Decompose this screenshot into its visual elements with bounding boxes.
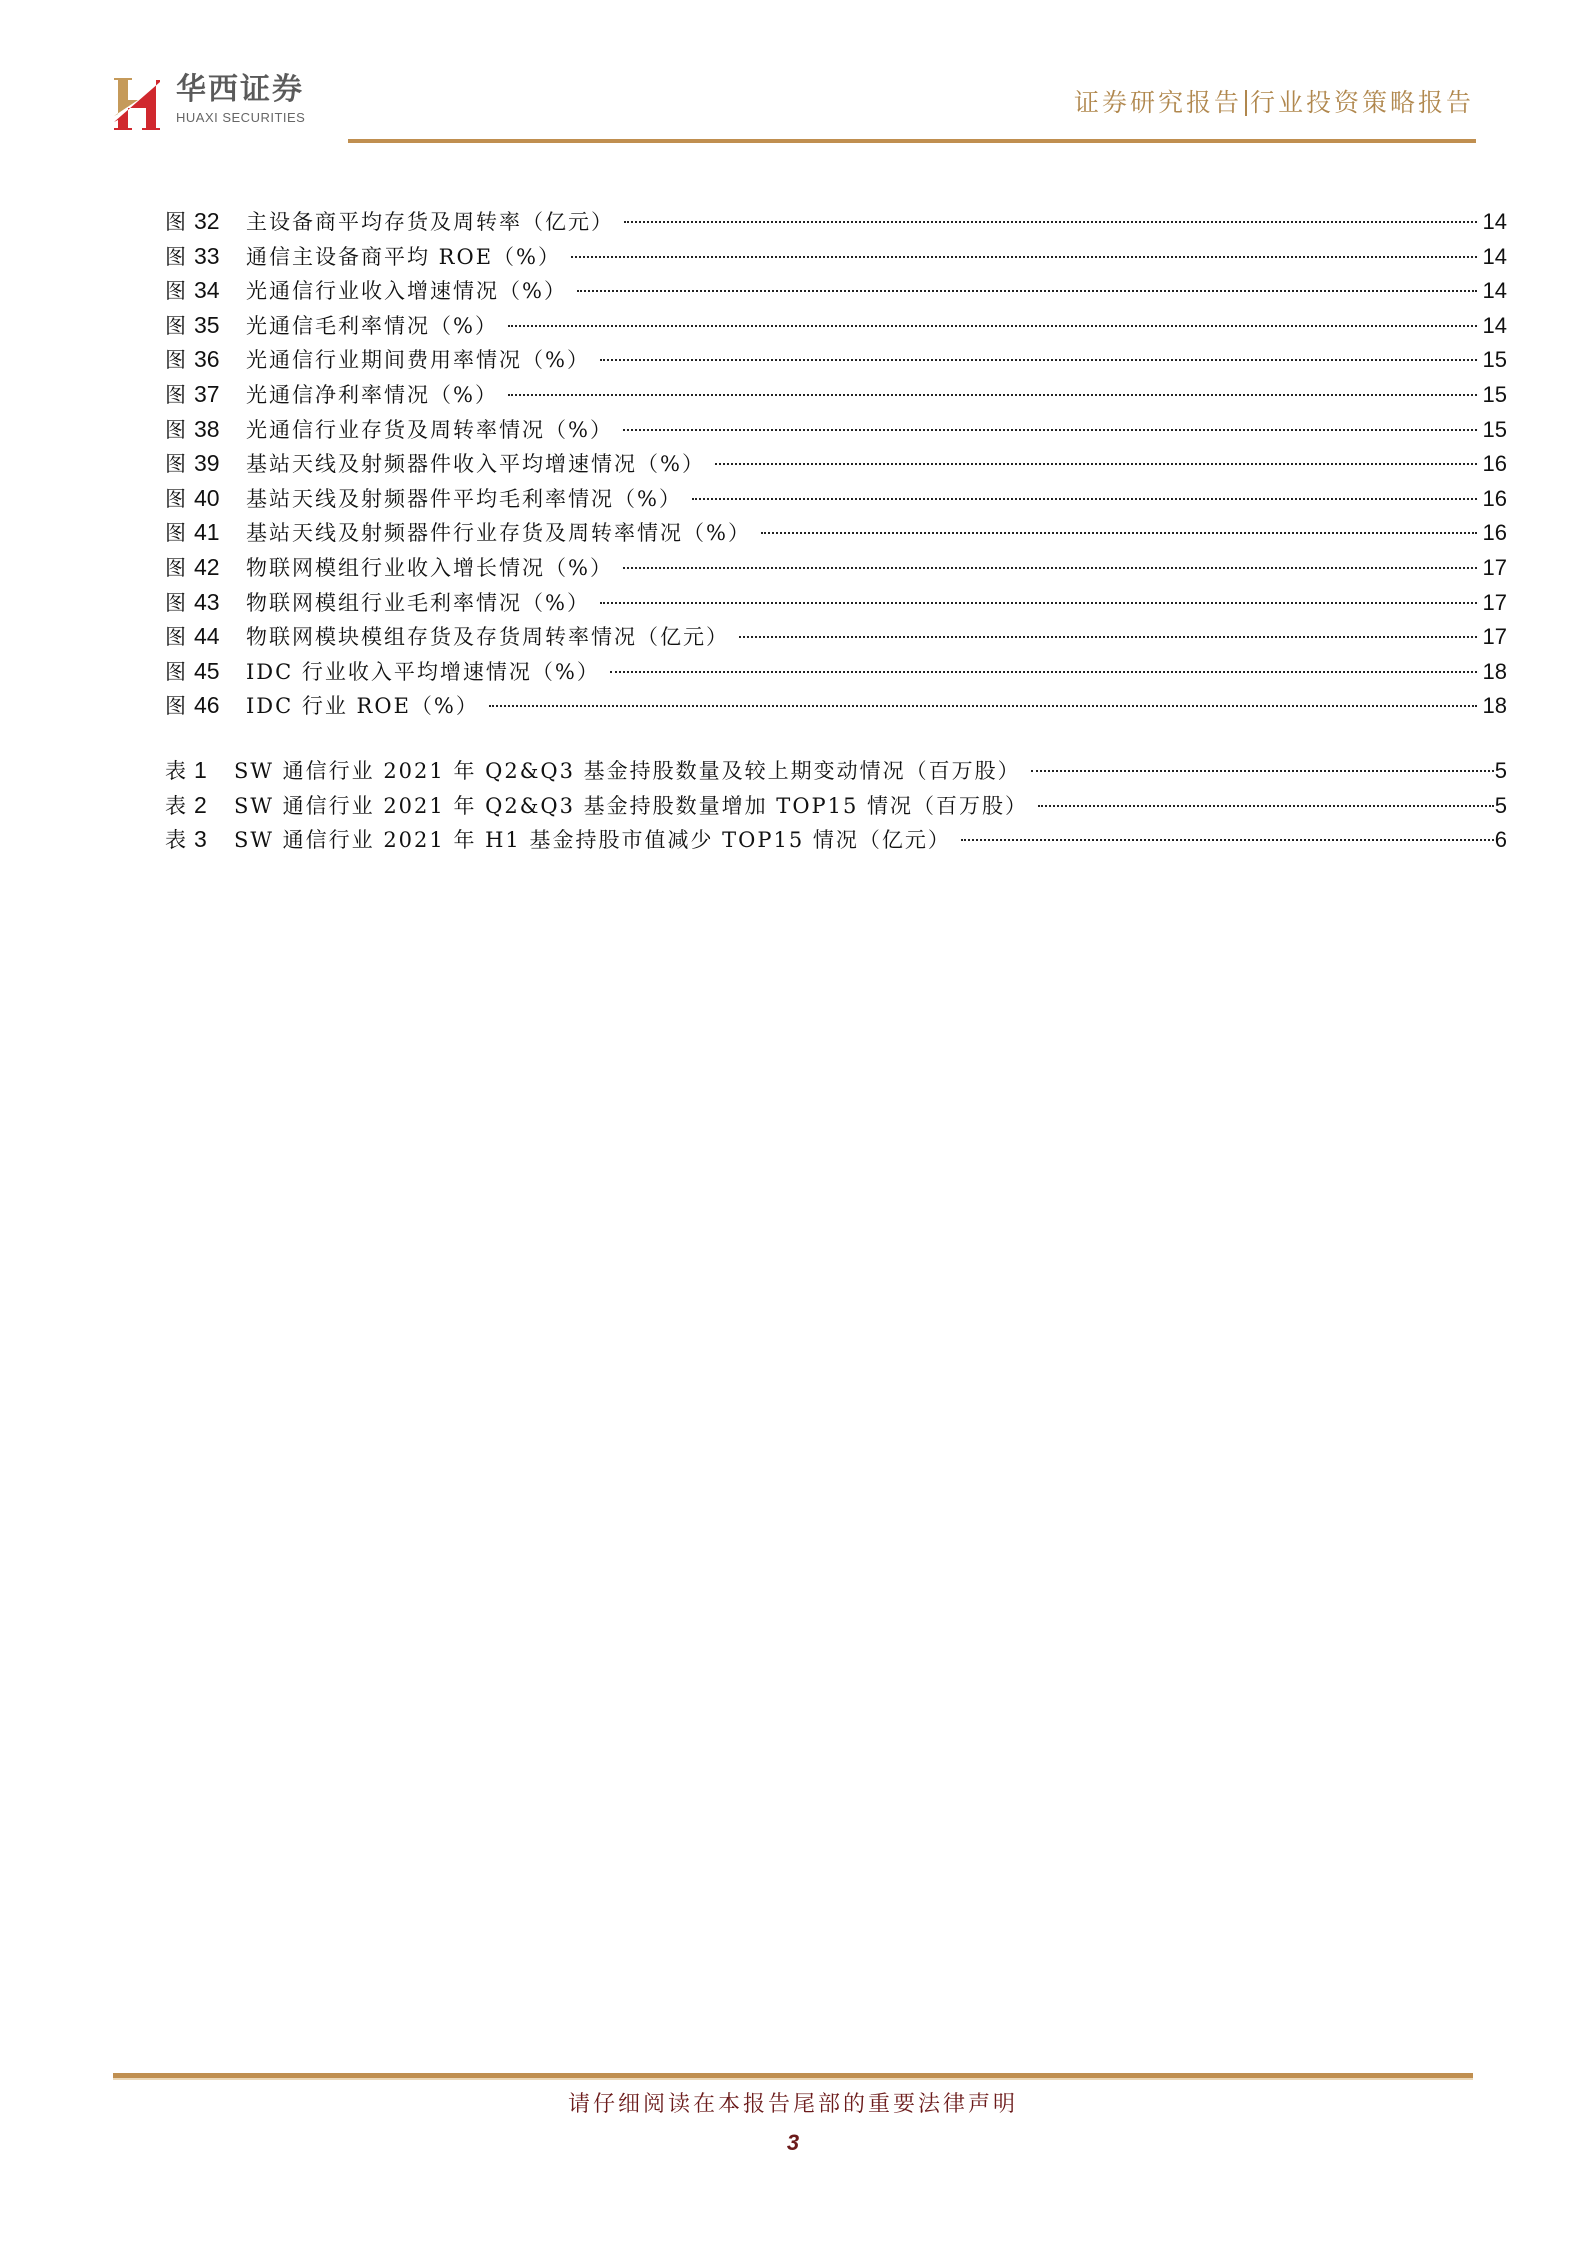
toc-title: 物联网模组行业毛利率情况（%） — [246, 590, 590, 615]
toc-title: 光通信毛利率情况（%） — [246, 313, 498, 338]
toc-figure-item[interactable] — [165, 691, 1507, 726]
toc-number: 33 — [194, 242, 220, 269]
toc-title: 物联网模组行业收入增长情况（%） — [246, 555, 613, 580]
toc-dot-leader — [610, 671, 1477, 673]
toc-table-item[interactable] — [165, 825, 1507, 860]
toc-dot-leader — [1031, 770, 1494, 772]
toc-dot-leader — [577, 290, 1477, 292]
toc-figure-item[interactable] — [165, 207, 1507, 242]
toc-number: 43 — [194, 588, 220, 615]
toc-number: 32 — [194, 208, 220, 234]
page-number: 3 — [786, 2130, 800, 2155]
toc-page-number: 15 — [1482, 416, 1507, 442]
toc-figure-item[interactable] — [165, 345, 1507, 380]
toc-page-number: 17 — [1482, 589, 1507, 615]
toc-page-number: 16 — [1482, 451, 1507, 477]
toc-table-item[interactable] — [165, 756, 1507, 791]
toc-tables-list — [165, 756, 1507, 860]
toc-figure-item[interactable] — [165, 415, 1507, 450]
toc-page-number: 14 — [1482, 209, 1507, 234]
toc-number: 34 — [194, 277, 220, 304]
toc-figure-item[interactable] — [165, 553, 1507, 588]
report-category: 证券研究报告 — [1073, 88, 1242, 117]
toc-figure-item[interactable] — [165, 588, 1507, 623]
toc-page-number: 17 — [1482, 624, 1507, 650]
toc-dot-leader — [600, 359, 1477, 361]
toc-title: 光通信行业收入增速情况（%） — [246, 279, 567, 304]
report-type-title — [1074, 88, 1474, 118]
toc-figure-item[interactable] — [165, 380, 1507, 415]
header-divider — [348, 139, 1476, 143]
toc-prefix: 表 — [165, 793, 186, 818]
toc-title: SW 通信行业 2021 年 Q2&Q3 基金持股数量及较上期变动情况（百万股） — [234, 759, 1021, 783]
toc-title: 主设备商平均存货及周转率（亿元） — [246, 210, 614, 234]
toc-title: 物联网模块模组存货及存货周转率情况（亿元） — [246, 625, 729, 650]
toc-table-item[interactable] — [165, 791, 1507, 826]
toc-figure-item[interactable] — [165, 276, 1507, 311]
toc-prefix: 图 — [165, 555, 186, 580]
toc-page-number: 18 — [1482, 693, 1507, 719]
toc-title: 光通信行业存货及周转率情况（%） — [246, 417, 613, 442]
toc-dot-leader — [623, 429, 1477, 431]
toc-number: 1 — [194, 757, 207, 783]
brand-block — [176, 72, 305, 126]
toc-number: 35 — [194, 311, 220, 338]
toc-figure-item[interactable] — [165, 242, 1507, 277]
toc-page-number: 16 — [1482, 520, 1507, 546]
toc-number: 46 — [194, 692, 220, 719]
toc-dot-leader — [624, 221, 1477, 223]
toc-page-number: 5 — [1494, 758, 1507, 783]
toc-prefix: 图 — [165, 590, 186, 615]
toc-prefix: 图 — [165, 521, 186, 546]
brand-name-en: HUAXI SECURITIES — [176, 110, 306, 125]
toc-number: 41 — [194, 519, 220, 546]
toc-prefix: 表 — [165, 759, 186, 783]
toc-dot-leader — [1038, 805, 1494, 807]
toc-page-number: 17 — [1482, 554, 1507, 580]
toc-dot-leader — [489, 705, 1477, 707]
toc-title: 通信主设备商平均 ROE（%） — [246, 244, 561, 269]
toc-page-number: 14 — [1482, 243, 1507, 269]
toc-title: IDC 行业 ROE（%） — [246, 694, 479, 719]
toc-number: 37 — [194, 380, 220, 407]
footer-divider — [113, 2073, 1473, 2080]
toc-dot-leader — [508, 325, 1477, 327]
toc-number: 44 — [194, 623, 220, 650]
toc-number: 38 — [194, 415, 220, 442]
toc-dot-leader — [715, 463, 1477, 465]
toc-title: IDC 行业收入平均增速情况（%） — [246, 659, 600, 684]
toc-dot-leader — [761, 532, 1477, 534]
toc-page-number: 16 — [1482, 485, 1507, 511]
toc-figure-item[interactable] — [165, 484, 1507, 519]
toc-title: SW 通信行业 2021 年 Q2&Q3 基金持股数量增加 TOP15 情况（百万股） — [234, 793, 1029, 818]
legal-disclaimer-note: 请仔细阅读在本报告尾部的重要法律声明 — [567, 2092, 1018, 2117]
toc-title: 光通信净利率情况（%） — [246, 382, 498, 407]
title-separator — [1245, 90, 1247, 116]
toc-page-number: 14 — [1482, 278, 1507, 304]
toc-prefix: 图 — [165, 382, 186, 407]
toc-prefix: 图 — [165, 210, 186, 234]
toc-page-number: 6 — [1494, 827, 1507, 853]
toc-figures-list — [165, 207, 1507, 726]
toc-prefix: 图 — [165, 279, 186, 304]
toc-prefix: 图 — [165, 452, 186, 477]
toc-dot-leader — [739, 636, 1477, 638]
toc-dot-leader — [961, 839, 1494, 841]
toc-page-number: 18 — [1482, 658, 1507, 684]
toc-prefix: 表 — [165, 828, 186, 853]
toc-prefix: 图 — [165, 313, 186, 338]
toc-title: 光通信行业期间费用率情况（%） — [246, 348, 590, 373]
toc-prefix: 图 — [165, 659, 186, 684]
toc-title: 基站天线及射频器件行业存货及周转率情况（%） — [246, 521, 751, 546]
toc-number: 39 — [194, 450, 220, 477]
toc-figure-item[interactable] — [165, 622, 1507, 657]
report-subcategory: 行业投资策略报告 — [1249, 88, 1474, 117]
toc-number: 40 — [194, 484, 220, 511]
toc-title: 基站天线及射频器件收入平均增速情况（%） — [246, 452, 705, 477]
toc-dot-leader — [508, 394, 1477, 396]
toc-figure-item[interactable] — [165, 449, 1507, 484]
toc-prefix: 图 — [165, 694, 186, 719]
toc-number: 3 — [194, 826, 207, 853]
toc-prefix: 图 — [165, 625, 186, 650]
toc-page-number: 14 — [1482, 312, 1507, 338]
toc-page-number: 5 — [1494, 792, 1507, 818]
toc-title: SW 通信行业 2021 年 H1 基金持股市值减少 TOP15 情况（亿元） — [234, 828, 951, 853]
toc-page-number: 15 — [1482, 381, 1507, 407]
toc-number: 42 — [194, 553, 220, 580]
toc-number: 2 — [194, 791, 207, 818]
toc-title: 基站天线及射频器件平均毛利率情况（%） — [246, 486, 682, 511]
toc-number: 45 — [194, 657, 220, 684]
toc-figure-item[interactable] — [165, 657, 1507, 692]
toc-prefix: 图 — [165, 486, 186, 511]
toc-page-number: 15 — [1482, 347, 1507, 373]
toc-prefix: 图 — [165, 348, 186, 373]
toc-prefix: 图 — [165, 417, 186, 442]
toc-dot-leader — [571, 256, 1477, 258]
huaxi-logo-icon — [112, 76, 162, 132]
toc-figure-item[interactable] — [165, 518, 1507, 553]
toc-figure-item[interactable] — [165, 311, 1507, 346]
brand-name-cn: 华西证券 — [176, 72, 304, 107]
toc-number: 36 — [194, 346, 220, 373]
toc-dot-leader — [692, 498, 1477, 500]
toc-dot-leader — [623, 567, 1477, 569]
toc-dot-leader — [600, 602, 1477, 604]
toc-prefix: 图 — [165, 244, 186, 269]
